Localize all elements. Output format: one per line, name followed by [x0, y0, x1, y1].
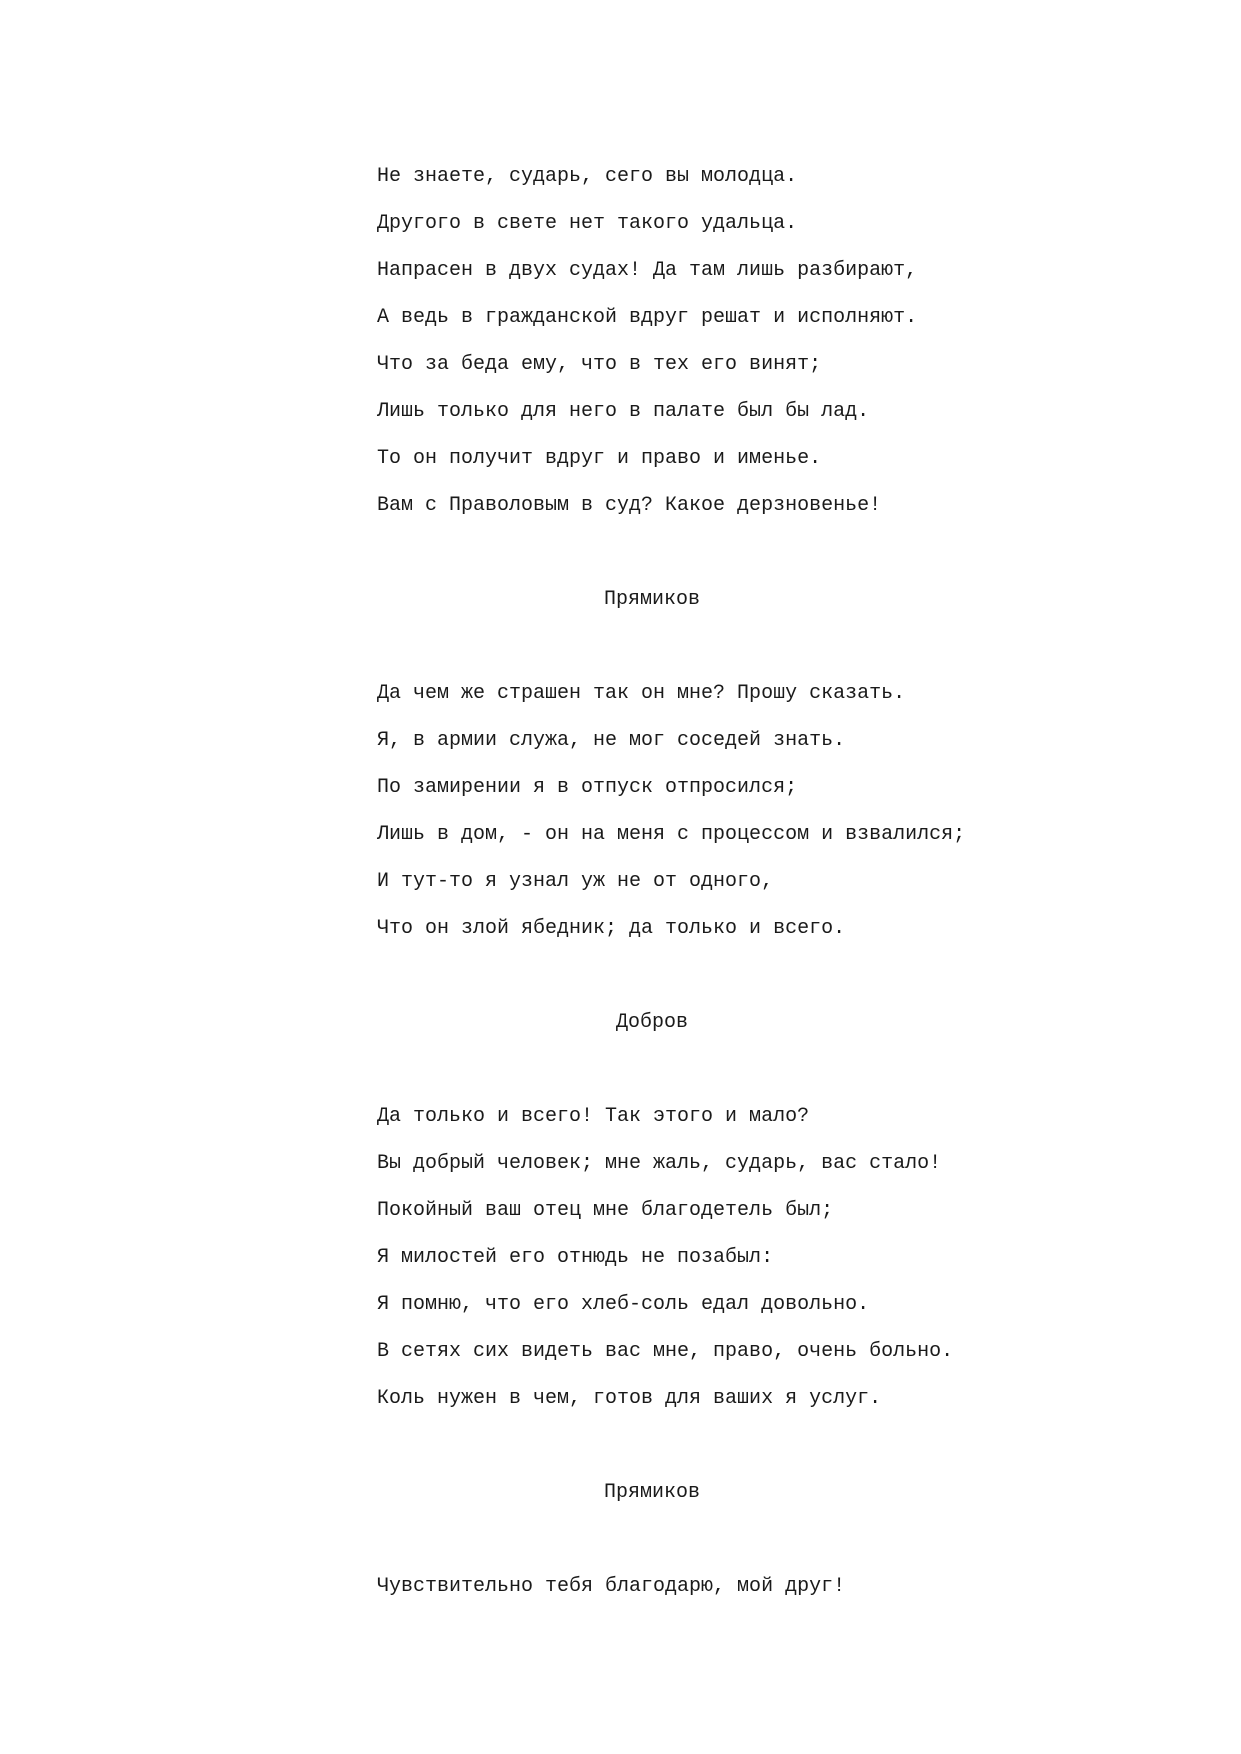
verse-line: Я помню, что его хлеб-соль едал довольно. [377, 1293, 870, 1316]
verse-line: Вам с Праволовым в суд? Какое дерзновенье! [377, 494, 882, 517]
verse-line: Чувствительно тебя благодарю, мой друг! [377, 1575, 846, 1598]
verse-line: То он получит вдруг и право и именье. [377, 447, 822, 470]
verse-line: Вы добрый человек; мне жаль, сударь, вас стало! [377, 1152, 942, 1175]
verse-line: И тут-то я узнал уж не от одного, [377, 870, 774, 893]
verse-block-4 [377, 1563, 1017, 1610]
verse-line: По замирении я в отпуск отпросился; [377, 776, 798, 799]
speaker-name: Прямиков [603, 588, 700, 611]
verse-line: Лишь только для него в палате был бы лад. [377, 400, 870, 423]
verse-line: А ведь в гражданской вдруг решат и исполняют. [377, 306, 918, 329]
verse-line: Что за беда ему, что в тех его винят; [377, 353, 822, 376]
verse-line: Я милостей его отнюдь не позабыл: [377, 1246, 774, 1269]
verse-line: Напрасен в двух судах! Да там лишь разбирают, [377, 259, 918, 282]
verse-line: Я, в армии служа, не мог соседей знать. [377, 729, 846, 752]
verse-line: Коль нужен в чем, готов для ваших я услуг. [377, 1387, 882, 1410]
verse-line: Да только и всего! Так этого и мало? [377, 1105, 810, 1128]
verse-block-2 [377, 670, 1017, 952]
verse-line: Не знаете, сударь, сего вы молодца. [377, 165, 798, 188]
verse-line: Лишь в дом, - он на меня с процессом и взвалился; [377, 823, 966, 846]
verse-line: В сетях сих видеть вас мне, право, очень больно. [377, 1340, 954, 1363]
verse-line: Да чем же страшен так он мне? Прошу сказать. [377, 682, 906, 705]
speaker-name: Добров [615, 1011, 688, 1034]
verse-line: Другого в свете нет такого удальца. [377, 212, 798, 235]
verse-block-3 [377, 1093, 1017, 1422]
verse-line: Что он злой ябедник; да только и всего. [377, 917, 846, 940]
verse-block-1 [377, 153, 1017, 529]
verse-line: Покойный ваш отец мне благодетель был; [377, 1199, 834, 1222]
speaker-name: Прямиков [603, 1481, 700, 1504]
